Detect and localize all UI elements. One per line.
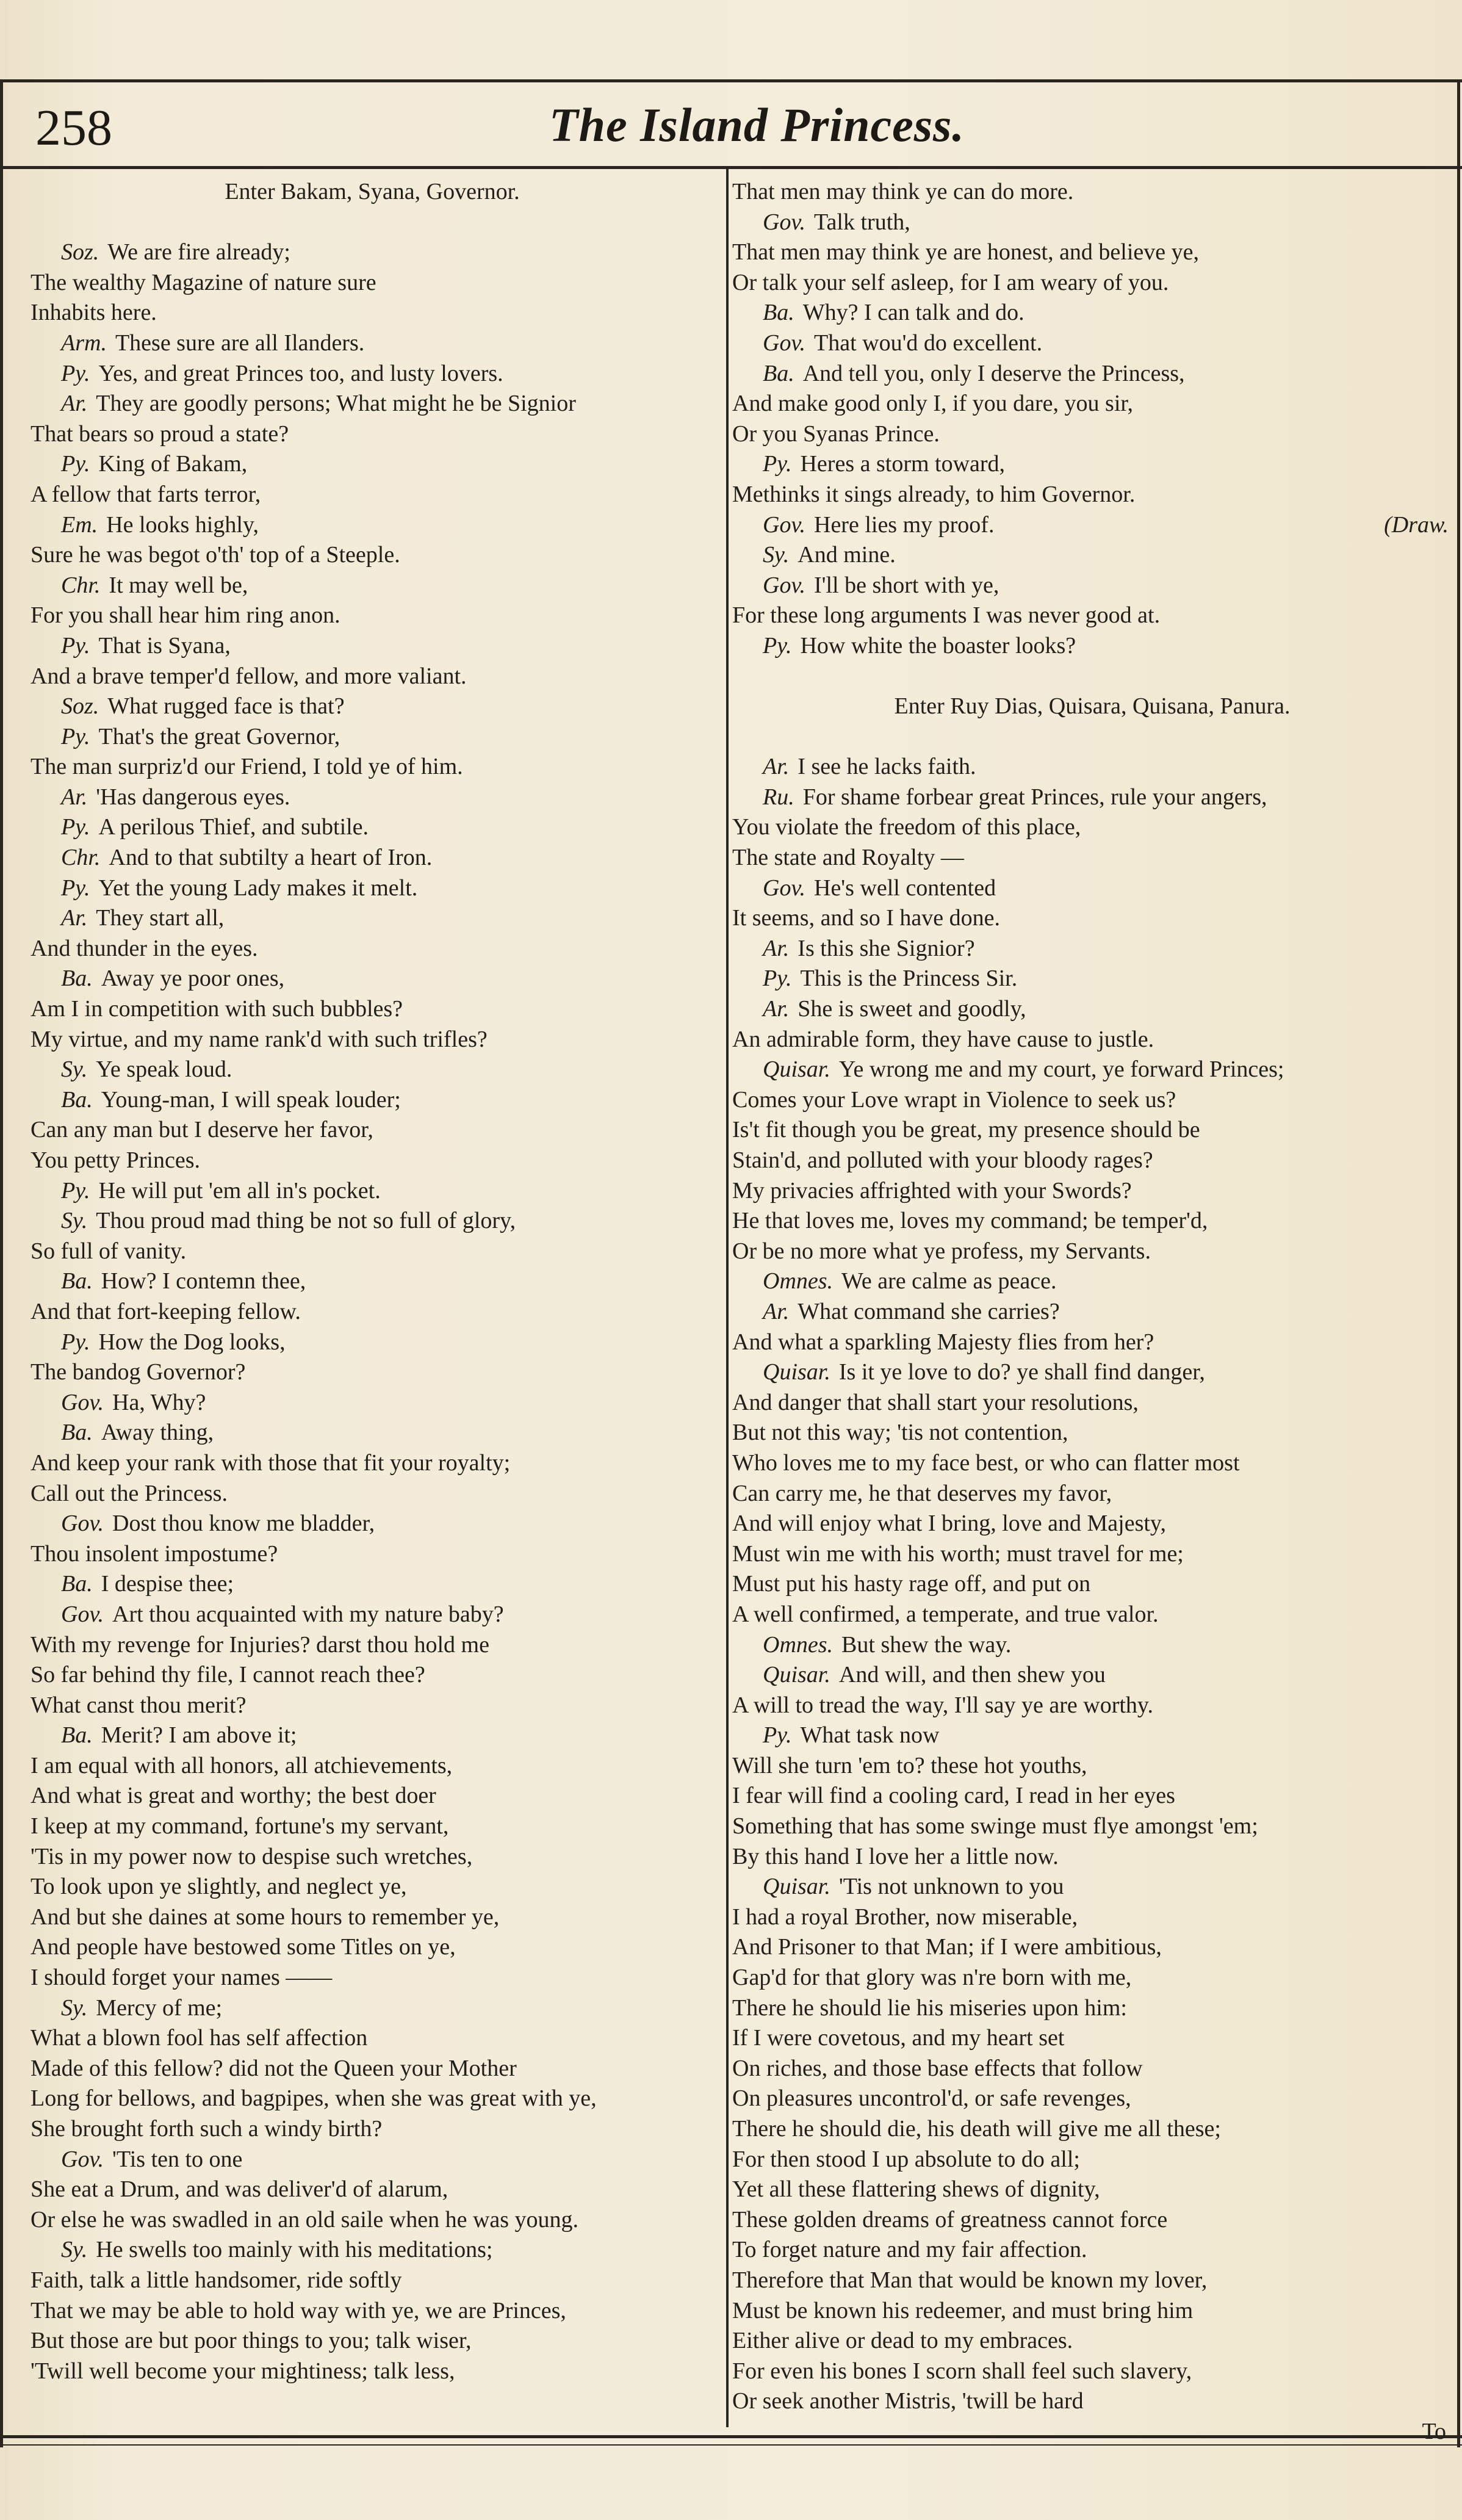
verse-line: So full of vanity. <box>31 1238 187 1264</box>
speaker-name: Omnes. <box>763 1631 834 1658</box>
speech-text: What rugged face is that? <box>107 693 345 720</box>
speech-line <box>31 1085 714 1116</box>
speaker-name: Ba. <box>61 1722 93 1749</box>
speaker-name: Arm. <box>61 330 107 356</box>
speech-line <box>732 1630 1452 1661</box>
speaker-name: Py. <box>61 814 90 840</box>
verse-line: Or else he was swadled in an old saile when he was young. <box>31 2206 579 2233</box>
verse-line: She brought forth such a windy birth? <box>31 2116 383 2142</box>
speaker-name: Ar. <box>61 905 88 931</box>
speaker-name: Gov. <box>61 2146 104 2172</box>
verse-line: These golden dreams of greatness cannot force <box>732 2206 1168 2233</box>
speech-line <box>732 208 1452 238</box>
header-bottom-rule <box>0 166 1462 169</box>
speaker-name: Py. <box>61 1329 90 1355</box>
verse-line: I had a royal Brother, now miserable, <box>732 1904 1078 1930</box>
speaker-name: Ba. <box>763 300 794 326</box>
speech-line <box>732 631 1452 662</box>
verse-line: My virtue, and my name rank'd with such trifles? <box>31 1026 488 1052</box>
speech-line <box>732 934 1452 964</box>
verse-line: The wealthy Magazine of nature sure <box>31 269 376 295</box>
speech-line <box>732 964 1452 994</box>
speech-text: Ha, Why? <box>112 1389 206 1415</box>
speech-line <box>31 1418 714 1448</box>
verse-line: And danger that shall start your resolutions, <box>732 1389 1139 1415</box>
verse-line: By this hand I love her a little now. <box>732 1843 1059 1869</box>
speech-line <box>31 873 714 904</box>
speech-line <box>31 1993 714 2024</box>
verse-line: What a blown fool has self affection <box>31 2025 368 2051</box>
verse-line: Yet all these flattering shews of dignity, <box>732 2176 1100 2203</box>
speaker-name: Py. <box>763 966 792 992</box>
verse-line: Must be known his redeemer, and must bring him <box>732 2297 1194 2323</box>
speech-line <box>31 1388 714 1418</box>
speaker-name: Gov. <box>763 572 805 598</box>
verse-line: Methinks it sings already, to him Governor. <box>732 481 1136 507</box>
speech-text: I'll be short with ye, <box>814 572 999 598</box>
right-text-column <box>732 177 1452 2444</box>
speaker-name: Quisar. <box>763 1874 830 1900</box>
speaker-name: Py. <box>61 451 90 477</box>
speech-text: Here lies my proof. <box>814 511 995 538</box>
verse-line: And make good only I, if you dare, you sir, <box>732 391 1134 417</box>
speech-text: How? I contemn thee, <box>101 1268 306 1294</box>
speech-text: 'Tis not unknown to you <box>838 1874 1064 1900</box>
verse-line: And Prisoner to that Man; if I were ambitious, <box>732 1934 1162 1960</box>
speech-text: What command she carries? <box>798 1298 1060 1324</box>
speech-text: These sure are all Ilanders. <box>115 330 365 356</box>
speech-line <box>732 1055 1452 1085</box>
speech-text: What task now <box>800 1722 940 1749</box>
speaker-name: Chr. <box>61 572 101 598</box>
speaker-name: Ar. <box>763 754 790 780</box>
stage-direction: Enter Ruy Dias, Quisara, Quisana, Panura. <box>894 693 1291 720</box>
verse-line: That men may think ye can do more. <box>732 179 1074 204</box>
verse-line: For these long arguments I was never good at. <box>732 602 1161 629</box>
speech-text: Away ye poor ones, <box>101 966 285 992</box>
verse-line: Can any man but I deserve her favor, <box>31 1117 373 1143</box>
verse-line: Am I in competition with such bubbles? <box>31 996 403 1022</box>
speaker-name: Soz. <box>61 239 99 265</box>
speech-text: A perilous Thief, and subtile. <box>98 814 369 840</box>
speech-line <box>31 722 714 753</box>
verse-line: A fellow that farts terror, <box>31 481 261 507</box>
page-number: 258 <box>35 99 112 156</box>
verse-line: That men may think ye are honest, and believe ye, <box>732 239 1200 265</box>
speech-line <box>732 1266 1452 1297</box>
verse-line: 'Twill well become your mightiness; talk less, <box>31 2358 455 2384</box>
right-border-rule <box>1457 79 1460 2447</box>
stage-aside: (Draw. <box>1384 511 1449 538</box>
speech-line <box>31 571 714 601</box>
speech-line <box>31 2145 714 2175</box>
verse-line: Who loves me to my face best, or who can flatter most <box>732 1450 1240 1476</box>
verse-line: I am equal with all honors, all atchievements, <box>31 1752 453 1778</box>
speech-text: This is the Princess Sir. <box>800 966 1018 992</box>
blank-line <box>732 722 1452 753</box>
speaker-name: Gov. <box>763 330 805 356</box>
speech-text: We are fire already; <box>107 239 290 265</box>
speaker-name: Py. <box>61 875 90 901</box>
speaker-name: Ru. <box>763 784 794 810</box>
verse-line: On riches, and those base effects that follow <box>732 2055 1143 2081</box>
verse-line: Faith, talk a little handsomer, ride softly <box>31 2267 402 2293</box>
verse-line: And what is great and worthy; the best doer <box>31 1783 436 1809</box>
verse-line: Or talk your self asleep, for I am weary of you. <box>732 269 1169 295</box>
speaker-name: Py. <box>61 632 90 659</box>
verse-line: Sure he was begot o'th' top of a Steeple. <box>31 542 400 568</box>
speech-line <box>31 359 714 389</box>
verse-line: But not this way; 'tis not contention, <box>732 1420 1068 1446</box>
speech-text: They are goodly persons; What might he be Signior <box>96 391 576 417</box>
verse-line: And a brave temper'd fellow, and more valiant. <box>31 663 467 689</box>
speaker-name: Sy. <box>61 2237 88 2263</box>
speech-line <box>31 812 714 843</box>
speech-text: That's the great Governor, <box>98 723 340 749</box>
speech-line <box>732 1720 1452 1751</box>
speech-text: Is this she Signior? <box>798 935 975 961</box>
verse-line: Can carry me, he that deserves my favor, <box>732 1480 1112 1506</box>
speech-line <box>732 782 1452 813</box>
speech-line <box>732 571 1452 601</box>
speech-text: Talk truth, <box>814 209 910 235</box>
speech-text: How the Dog looks, <box>98 1329 286 1355</box>
speech-line <box>31 1055 714 1085</box>
verse-line: Is't fit though you be great, my presence should be <box>732 1117 1200 1143</box>
verse-line: With my revenge for Injuries? darst thou hold me <box>31 1631 489 1658</box>
speech-line <box>31 237 714 268</box>
speech-text: And will, and then shew you <box>838 1662 1106 1688</box>
speaker-name: Gov. <box>61 1601 104 1627</box>
verse-line: That we may be able to hold way with ye, we are Princes, <box>31 2297 566 2323</box>
verse-line: If I were covetous, and my heart set <box>732 2025 1065 2051</box>
speech-text: Yet the young Lady makes it melt. <box>98 875 418 901</box>
left-text-column <box>31 177 714 2423</box>
speech-line <box>732 328 1452 359</box>
speech-text: Mercy of me; <box>96 1995 223 2021</box>
column-divider-rule <box>726 169 729 2427</box>
speaker-name: Py. <box>763 1722 792 1749</box>
speaker-name: Sy. <box>61 1995 88 2021</box>
speech-text: It may well be, <box>109 572 248 598</box>
verse-line: Must win me with his worth; must travel for me; <box>732 1540 1184 1567</box>
blank-line <box>732 662 1452 692</box>
speech-text: Art thou acquainted with my nature baby? <box>112 1601 504 1627</box>
speech-text: He looks highly, <box>106 511 259 538</box>
verse-line: Or seek another Mistris, 'twill be hard <box>732 2388 1084 2414</box>
speech-line <box>31 1266 714 1297</box>
verse-line: Something that has some swinge must flye amongst 'em; <box>732 1813 1258 1839</box>
speech-text: For shame forbear great Princes, rule your angers, <box>802 784 1267 810</box>
speech-text: I despise thee; <box>101 1571 234 1597</box>
speaker-name: Gov. <box>763 209 805 235</box>
verse-line: For then stood I up absolute to do all; <box>732 2146 1080 2172</box>
speaker-name: Sy. <box>763 542 790 568</box>
verse-line: I fear will find a cooling card, I read in her eyes <box>732 1783 1175 1809</box>
verse-line: A well confirmed, a temperate, and true valor. <box>732 1601 1159 1627</box>
speech-line <box>732 873 1452 904</box>
speech-line <box>31 328 714 359</box>
speaker-name: Ba. <box>61 1420 93 1446</box>
speech-line <box>31 782 714 813</box>
speech-text: Ye wrong me and my court, ye forward Princes; <box>838 1056 1284 1083</box>
speech-text: How white the boaster looks? <box>800 632 1076 659</box>
speaker-name: Ba. <box>61 1086 93 1113</box>
speech-text: He's well contented <box>814 875 996 901</box>
verse-line: My privacies affrighted with your Swords? <box>732 1177 1132 1204</box>
verse-line: To forget nature and my fair affection. <box>732 2237 1087 2263</box>
speech-text: And to that subtilty a heart of Iron. <box>109 845 433 871</box>
speech-text: Away thing, <box>101 1420 214 1446</box>
speech-line <box>732 298 1452 328</box>
speech-line <box>31 1327 714 1358</box>
speech-line <box>31 1206 714 1237</box>
speaker-name: Gov. <box>763 875 805 901</box>
speaker-name: Ar. <box>763 1298 790 1324</box>
speaker-name: Py. <box>61 1177 90 1204</box>
verse-line: And what a sparkling Majesty flies from her? <box>732 1329 1154 1355</box>
verse-line: For even his bones I scorn shall feel such slavery, <box>732 2358 1192 2384</box>
verse-line: You petty Princes. <box>31 1147 200 1173</box>
speech-line <box>31 2235 714 2265</box>
speech-line <box>732 1357 1452 1388</box>
verse-line: And thunder in the eyes. <box>31 935 258 961</box>
verse-line: And but she daines at some hours to remember ye, <box>31 1904 500 1930</box>
verse-line: Will she turn 'em to? these hot youths, <box>732 1752 1087 1778</box>
speech-text: She is sweet and goodly, <box>798 996 1026 1022</box>
speaker-name: Quisar. <box>763 1056 830 1083</box>
verse-line: And will enjoy what I bring, love and Majesty, <box>732 1511 1166 1537</box>
speech-line <box>31 1600 714 1630</box>
speech-line <box>732 994 1452 1025</box>
verse-line: You violate the freedom of this place, <box>732 814 1081 840</box>
verse-line: She eat a Drum, and was deliver'd of alarum, <box>31 2176 448 2203</box>
speech-text: Young-man, I will speak louder; <box>101 1086 401 1113</box>
speech-line <box>732 540 1452 571</box>
verse-line: And that fort-keeping fellow. <box>31 1298 301 1324</box>
verse-line: That bears so proud a state? <box>31 421 289 447</box>
running-title: The Island Princess. <box>549 98 965 151</box>
speech-text: Ye speak loud. <box>96 1056 232 1083</box>
verse-line: To look upon ye slightly, and neglect ye, <box>31 1874 407 1900</box>
speech-line <box>31 631 714 662</box>
speaker-name: Ba. <box>763 360 794 386</box>
speech-line <box>31 449 714 480</box>
speech-line <box>31 691 714 722</box>
speech-text: Is it ye love to do? ye shall find danger, <box>838 1359 1205 1385</box>
speech-line <box>31 843 714 873</box>
speech-text: Why? I can talk and do. <box>802 300 1024 326</box>
speech-line <box>31 903 714 934</box>
speaker-name: Ar. <box>763 935 790 961</box>
verse-line: Therefore that Man that would be known my lover, <box>732 2267 1208 2293</box>
speech-line <box>31 1176 714 1207</box>
speaker-name: Py. <box>763 451 792 477</box>
verse-line: An admirable form, they have cause to justle. <box>732 1026 1154 1052</box>
verse-line: Comes your Love wrapt in Violence to seek us? <box>732 1086 1176 1113</box>
speaker-name: Gov. <box>61 1389 104 1415</box>
speaker-name: Ar. <box>763 996 790 1022</box>
speech-text: Merit? I am above it; <box>101 1722 297 1749</box>
verse-line: On pleasures uncontrol'd, or safe revenges, <box>732 2085 1131 2112</box>
speech-line <box>732 1872 1452 1902</box>
stage-direction: Enter Bakam, Syana, Governor. <box>225 179 520 204</box>
verse-line: A will to tread the way, I'll say ye are worthy. <box>732 1692 1153 1718</box>
speaker-name: Gov. <box>61 1511 104 1537</box>
speech-text: And tell you, only I deserve the Princess, <box>802 360 1185 386</box>
verse-line: So far behind thy file, I cannot reach thee? <box>31 1662 425 1688</box>
speaker-name: Ar. <box>61 784 88 810</box>
verse-line: There he should die, his death will give me all these; <box>732 2116 1221 2142</box>
speaker-name: Em. <box>61 511 98 538</box>
speech-line <box>732 752 1452 782</box>
speech-text: Dost thou know me bladder, <box>112 1511 375 1537</box>
speaker-name: Gov. <box>763 511 805 538</box>
speaker-name: Quisar. <box>763 1359 830 1385</box>
speaker-name: Sy. <box>61 1056 88 1083</box>
verse-line: Gap'd for that glory was n're born with me, <box>732 1965 1132 1991</box>
speech-text: I see he lacks faith. <box>798 754 976 780</box>
speech-line <box>31 1569 714 1600</box>
verse-line: For you shall hear him ring anon. <box>31 602 340 629</box>
speech-text: That is Syana, <box>98 632 231 659</box>
verse-line: And keep your rank with those that fit your royalty; <box>31 1450 511 1476</box>
speech-line <box>31 1509 714 1539</box>
speech-line <box>732 359 1452 389</box>
speech-text: 'Has dangerous eyes. <box>96 784 290 810</box>
verse-line: Stain'd, and polluted with your bloody rages? <box>732 1147 1153 1173</box>
verse-line: But those are but poor things to you; talk wiser, <box>31 2328 472 2354</box>
verse-line: Or you Syanas Prince. <box>732 421 940 447</box>
speech-text: 'Tis ten to one <box>112 2146 243 2172</box>
verse-line: 'Tis in my power now to despise such wretches, <box>31 1843 473 1869</box>
speech-line <box>31 1720 714 1751</box>
speech-text: Yes, and great Princes too, and lusty lovers. <box>98 360 503 386</box>
speech-line <box>732 510 1452 541</box>
verse-line: He that loves me, loves my command; be temper'd, <box>732 1208 1208 1234</box>
speech-line <box>31 389 714 419</box>
verse-line: Either alive or dead to my embraces. <box>732 2328 1073 2354</box>
speaker-name: Chr. <box>61 845 101 871</box>
speaker-name: Ba. <box>61 1268 93 1294</box>
speaker-name: Ba. <box>61 1571 93 1597</box>
header-top-rule <box>0 79 1462 82</box>
verse-line: Thou insolent impostume? <box>31 1540 278 1567</box>
speaker-name: Py. <box>61 723 90 749</box>
speaker-name: Omnes. <box>763 1268 834 1294</box>
verse-line: The state and Royalty — <box>732 845 964 871</box>
verse-line: What canst thou merit? <box>31 1692 247 1718</box>
verse-line: It seems, and so I have done. <box>732 905 1000 931</box>
speech-line <box>732 449 1452 480</box>
speech-line <box>732 1297 1452 1327</box>
speech-line <box>31 964 714 994</box>
verse-line: The bandog Governor? <box>31 1359 246 1385</box>
speaker-name: Soz. <box>61 693 99 720</box>
speaker-name: Py. <box>763 632 792 659</box>
speaker-name: Sy. <box>61 1208 88 1234</box>
blank-line <box>31 208 714 238</box>
verse-line: Inhabits here. <box>31 300 157 326</box>
speech-text: That wou'd do excellent. <box>814 330 1043 356</box>
speaker-name: Ba. <box>61 966 93 992</box>
verse-line: There he should lie his miseries upon him: <box>732 1995 1127 2021</box>
speech-text: King of Bakam, <box>98 451 248 477</box>
speech-text: And mine. <box>798 542 896 568</box>
verse-line: I should forget your names —— <box>31 1965 333 1991</box>
verse-line: The man surpriz'd our Friend, I told ye of him. <box>31 754 463 780</box>
verse-line: Or be no more what ye profess, my Servants. <box>732 1238 1151 1264</box>
speech-text: They start all, <box>96 905 225 931</box>
verse-line: Long for bellows, and bagpipes, when she was great with ye, <box>31 2085 597 2112</box>
speech-text: He will put 'em all in's pocket. <box>98 1177 381 1204</box>
speech-text: He swells too mainly with his meditations; <box>96 2237 493 2263</box>
verse-line: Must put his hasty rage off, and put on <box>732 1571 1091 1597</box>
speech-text: We are calme as peace. <box>841 1268 1057 1294</box>
speaker-name: Ar. <box>61 391 88 417</box>
catchword: To <box>1422 2418 1446 2444</box>
verse-line: Made of this fellow? did not the Queen your Mother <box>31 2055 517 2081</box>
speech-text: But shew the way. <box>841 1631 1012 1658</box>
speaker-name: Quisar. <box>763 1662 830 1688</box>
verse-line: And people have bestowed some Titles on ye, <box>31 1934 456 1960</box>
left-border-rule <box>0 79 3 2447</box>
speech-text: Thou proud mad thing be not so full of glory, <box>96 1208 516 1234</box>
speech-text: Heres a storm toward, <box>800 451 1006 477</box>
verse-line: I keep at my command, fortune's my servant, <box>31 1813 449 1839</box>
speech-line <box>31 510 714 541</box>
speaker-name: Py. <box>61 360 90 386</box>
speech-line <box>732 1660 1452 1691</box>
verse-line: Call out the Princess. <box>31 1480 228 1506</box>
